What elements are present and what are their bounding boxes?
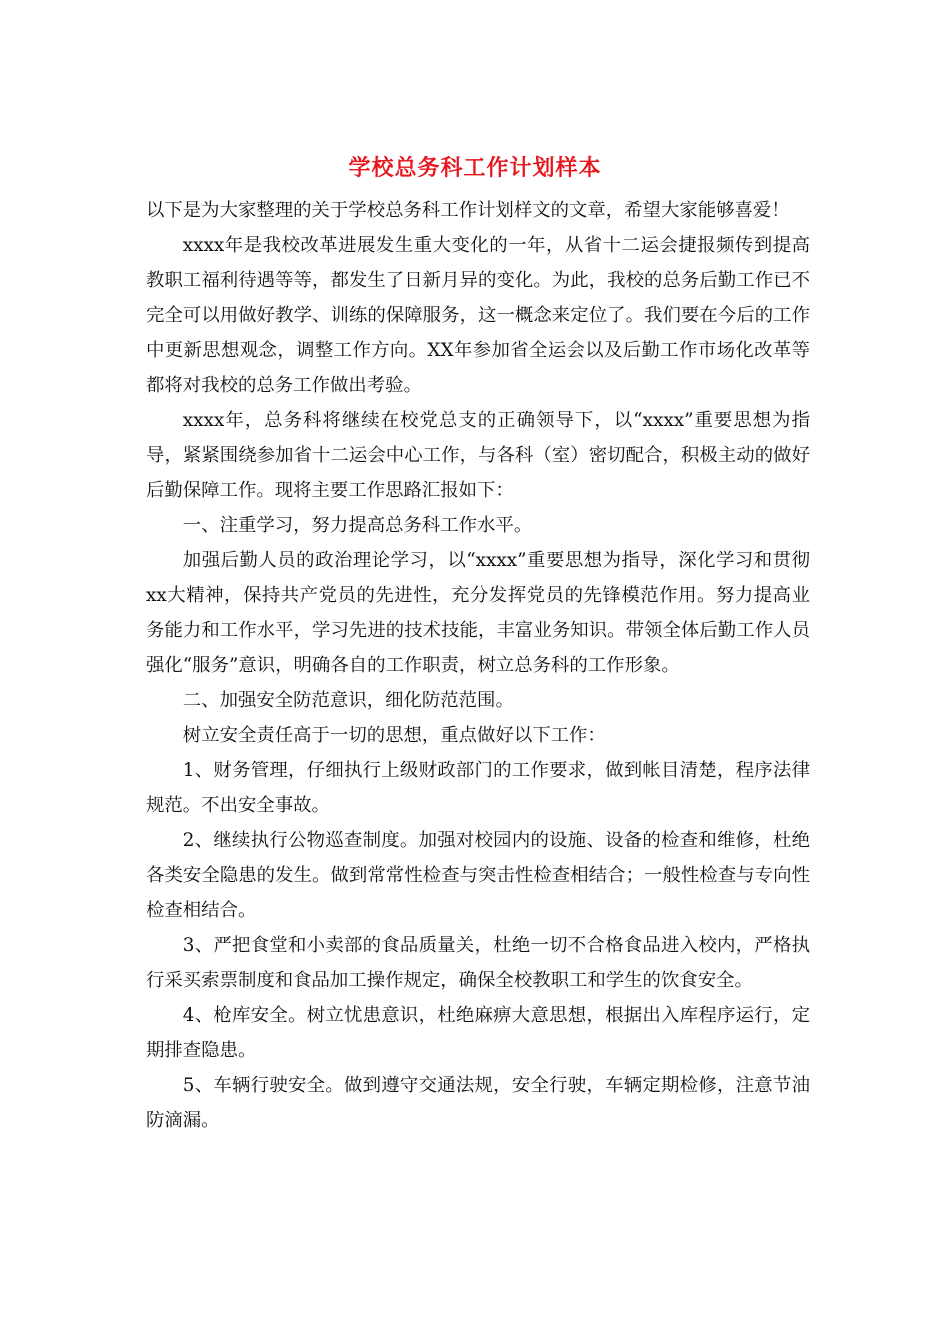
- list-item: 2、继续执行公物巡查制度。加强对校园内的设施、设备的检查和维修，杜绝各类安全隐患的发生。做到常常性检查与突击性检查相结合；一般性检查与专向性检查相结合。: [146, 830, 810, 921]
- list-item: 1、财务管理，仔细执行上级财政部门的工作要求，做到帐目清楚，程序法律规范。不出安全事故。: [146, 760, 810, 816]
- document-body: [146, 193, 810, 1138]
- body-paragraph: xxxx年是我校改革进展发生重大变化的一年，从省十二运会捷报频传到提高教职工福利待遇等等，都发生了日新月异的变化。为此，我校的总务后勤工作已不完全可以用做好教学、训练的保障服务，这一概念来定位了。我们要在今后的工作中更新思想观念，调整工作方向。XX年参加省全运会以及后勤工作市场化改革等都将对我校的总务工作做出考验。: [146, 235, 810, 396]
- list-item: 3、严把食堂和小卖部的食品质量关，杜绝一切不合格食品进入校内，严格执行采买索票制度和食品加工操作规定，确保全校教职工和学生的饮食安全。: [146, 935, 810, 991]
- body-paragraph: 加强后勤人员的政治理论学习，以“xxxx”重要思想为指导，深化学习和贯彻xx大精神，保持共产党员的先进性，充分发挥党员的先锋模范作用。努力提高业务能力和工作水平，学习先进的技术技能，丰富业务知识。带领全体后勤工作人员强化“服务”意识，明确各自的工作职责，树立总务科的工作形象。: [146, 550, 810, 676]
- section-heading: 二、加强安全防范意识，细化防范范围。: [182, 690, 514, 711]
- body-paragraph: 树立安全责任高于一切的思想，重点做好以下工作：: [182, 725, 606, 746]
- document-title: 学校总务科工作计划样本: [348, 155, 602, 181]
- section-heading: 一、注重学习，努力提高总务科工作水平。: [182, 515, 533, 536]
- body-paragraph: xxxx年，总务科将继续在校党总支的正确领导下，以“xxxx”重要思想为指导，紧紧围绕参加省十二运会中心工作，与各科（室）密切配合，积极主动的做好后勤保障工作。现将主要工作思路汇报如下：: [146, 410, 810, 501]
- list-item: 5、车辆行驶安全。做到遵守交通法规，安全行驶，车辆定期检修，注意节油防滴漏。: [146, 1075, 810, 1131]
- intro-paragraph: 以下是为大家整理的关于学校总务科工作计划样文的文章，希望大家能够喜爱！: [146, 200, 790, 221]
- list-item: 4、枪库安全。树立忧患意识，杜绝麻痹大意思想，根据出入库程序运行，定期排查隐患。: [146, 1005, 810, 1061]
